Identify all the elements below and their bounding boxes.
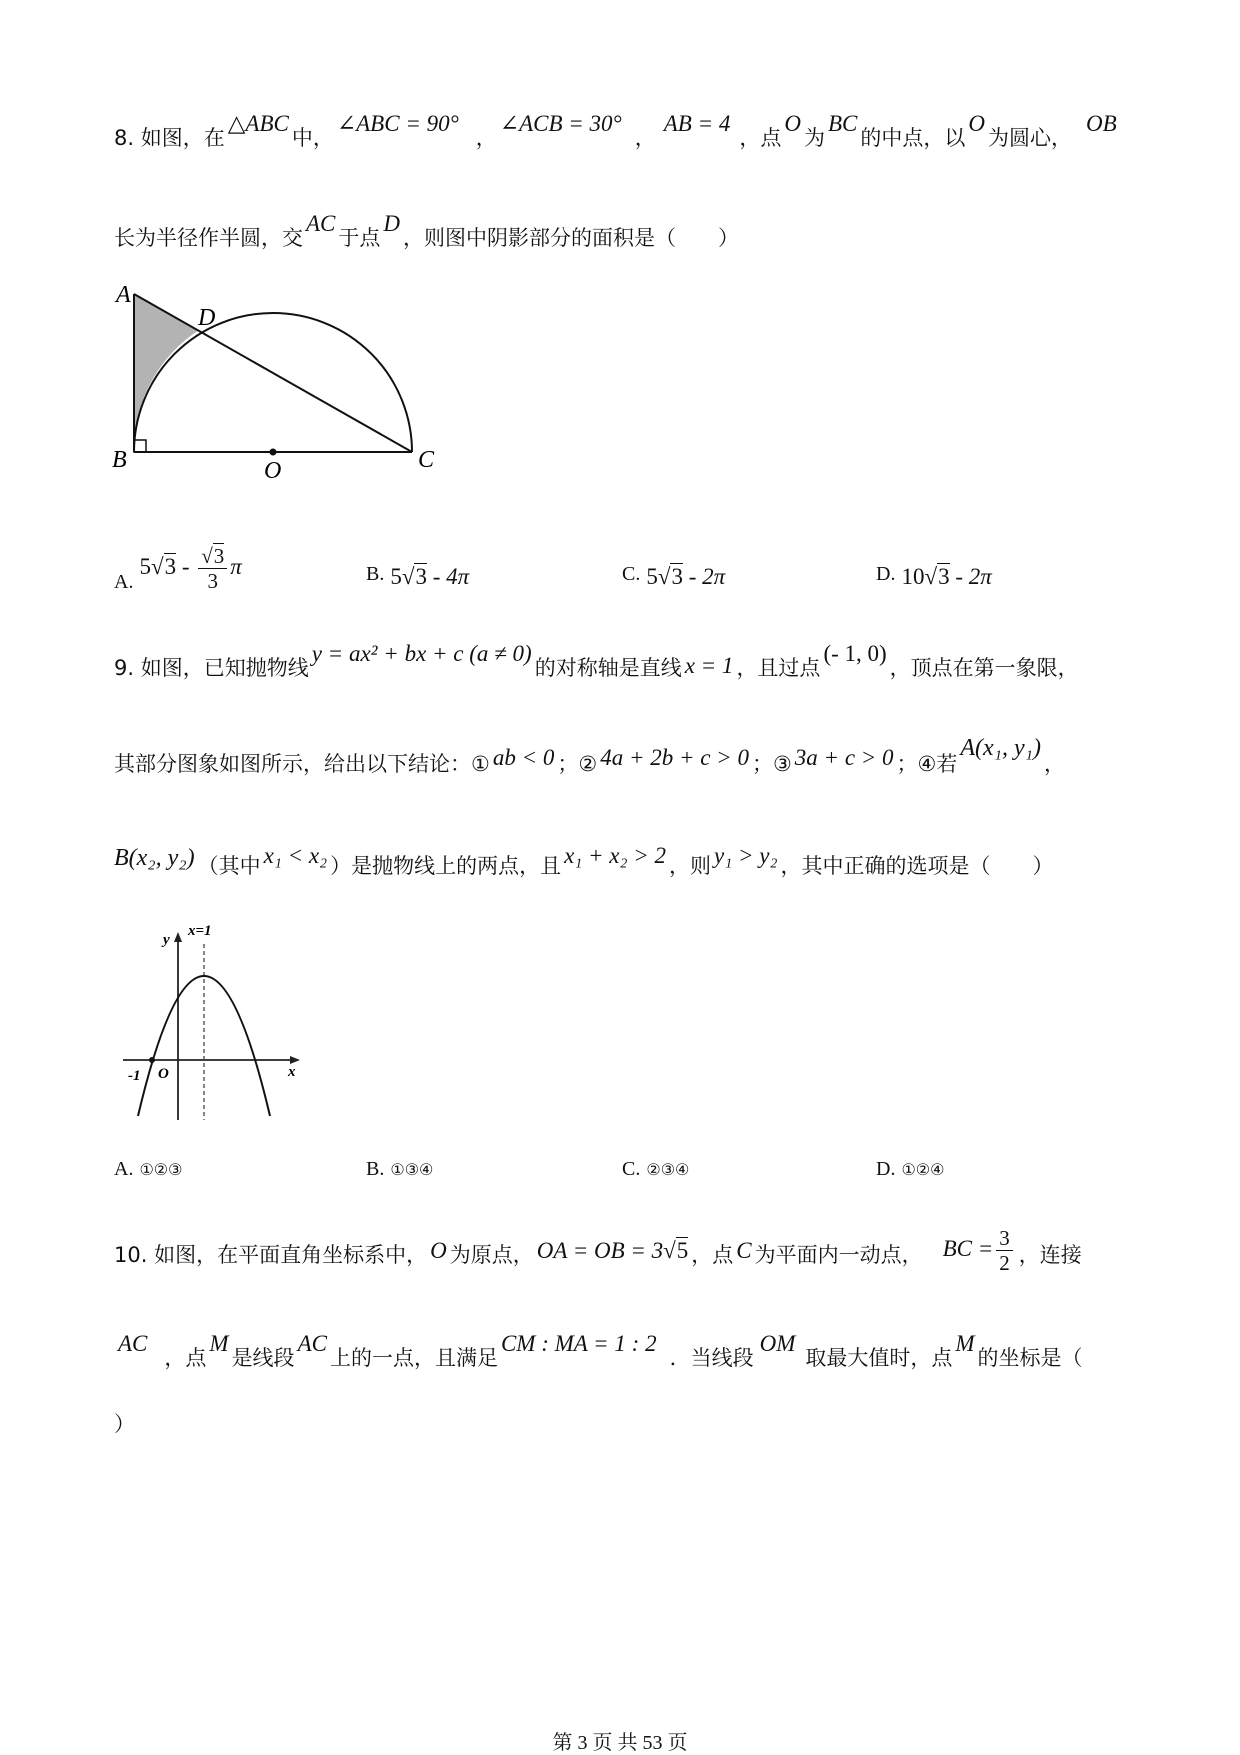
q8-line-1 <box>114 111 1120 150</box>
option-c-math: 5√3 - 2π <box>646 564 726 589</box>
q9-option-b[interactable] <box>366 1158 433 1181</box>
denominator: 2 <box>999 1251 1010 1276</box>
q8-text: 的中点，以 <box>860 126 966 150</box>
q10-text: ，连接 <box>1018 1242 1082 1267</box>
q10-text: ．当线段 <box>669 1346 754 1370</box>
q9-text: ，顶点在第一象限， <box>889 656 1079 680</box>
q9-text: ）是抛物线上的两点，且 <box>330 854 562 878</box>
numerator: 3 <box>996 1226 1013 1251</box>
q10-line-1 <box>114 1226 1082 1281</box>
q8-text: ，则图中阴影部分的面积是（ ） <box>403 226 740 250</box>
q9-line-3 <box>114 843 1054 878</box>
q8-text: 8. 如图，在 <box>114 126 225 150</box>
q10-point-c: C <box>736 1237 752 1263</box>
option-label: A. <box>114 570 134 593</box>
q8-label-o: O <box>264 458 282 484</box>
q8-point-o: O <box>784 111 801 136</box>
radicand: 3 <box>415 564 427 589</box>
q10-point-o: O <box>430 1237 447 1263</box>
q9-text: （其中 <box>197 854 261 878</box>
q9-figure <box>118 922 308 1122</box>
q10-text: 10. 如图，在平面直角坐标系中， <box>114 1242 428 1267</box>
option-label: D. <box>876 1158 896 1180</box>
q8-text: 中， <box>291 126 334 150</box>
q8-text: 为 <box>803 126 825 150</box>
option-label: B. <box>366 563 385 585</box>
q9-point-b: B(x₂, y₂) <box>114 845 195 871</box>
q10-oa-ob: OA = OB = 3√5 <box>536 1237 689 1263</box>
q10-segment-ac: AC <box>297 1331 327 1356</box>
tail: - 2π <box>682 564 726 589</box>
q10-oa-text: OA = OB = 3 <box>536 1237 664 1263</box>
q8-line-2 <box>114 211 740 250</box>
q10-line-2 <box>114 1331 1083 1370</box>
option-b-math: 5√3 - 4π <box>390 564 470 589</box>
q10-text: 为平面内一动点， <box>754 1242 923 1267</box>
q9-label-neg1: -1 <box>128 1068 141 1084</box>
option-text: ①②④ <box>901 1162 945 1179</box>
q9-text: ，则 <box>669 854 712 878</box>
tail: - 2π <box>949 564 992 589</box>
radicand: 5 <box>676 1237 689 1263</box>
q8-angle-abc: ∠ABC = 90° <box>336 111 459 136</box>
option-text: ②③④ <box>646 1162 690 1179</box>
coef: 5 <box>646 564 658 589</box>
fraction <box>996 1226 1013 1275</box>
q8-text: ， <box>475 126 497 150</box>
page-footer: 第 3 页 共 53 页 <box>552 1732 688 1754</box>
pi: π <box>230 553 242 579</box>
q10-text: ） <box>114 1412 135 1436</box>
q10-segment-ac: AC <box>118 1331 148 1356</box>
q8-label-c: C <box>418 447 435 473</box>
option-text: ①③④ <box>390 1162 434 1179</box>
q9-label-x: x <box>288 1064 296 1080</box>
q9-option-d[interactable] <box>876 1158 944 1181</box>
q8-figure <box>108 280 448 490</box>
q9-x-arrow <box>290 1056 300 1064</box>
q9-y-arrow <box>174 932 182 942</box>
radicand: 3 <box>164 553 177 579</box>
q9-text: 9. 如图，已知抛物线 <box>114 656 309 680</box>
q10-bc-text: BC = <box>942 1235 994 1261</box>
q8-label-d: D <box>198 305 216 331</box>
q10-text: 是线段 <box>231 1346 295 1370</box>
q8-point-o: O <box>968 111 985 136</box>
q10-bc <box>942 1226 1016 1276</box>
q9-point: (- 1, 0) <box>823 641 887 666</box>
q9-line-2 <box>114 735 1066 776</box>
q8-text: 长为半径作半圆，交 <box>114 226 303 250</box>
q9-point-neg1 <box>149 1057 155 1063</box>
q8-option-d[interactable] <box>876 560 992 589</box>
q10-ratio: CM : MA = 1 : 2 <box>500 1331 657 1356</box>
q8-shaded-region <box>134 294 199 446</box>
q9-text: ， <box>1044 752 1066 776</box>
option-label: D. <box>876 563 896 585</box>
option-label: C. <box>622 563 641 585</box>
q8-text: 于点 <box>338 226 381 250</box>
q8-segment-ac: AC <box>306 211 336 236</box>
q8-point-d: D <box>383 211 401 236</box>
q8-option-b[interactable] <box>366 560 470 589</box>
option-text: ①②③ <box>139 1162 183 1179</box>
q9-text: ；② <box>557 752 598 776</box>
q9-conclusion-3: 3a + c > 0 <box>794 745 894 770</box>
q10-point-m: M <box>209 1331 229 1356</box>
q10-text: 取最大值时，点 <box>805 1346 953 1370</box>
coef: 5 <box>139 553 151 579</box>
q8-text: 为圆心， <box>988 126 1072 150</box>
q8-segment-ac-line <box>134 294 412 452</box>
q10-point-m: M <box>955 1331 975 1356</box>
q10-text: ，点 <box>691 1242 734 1267</box>
q9-axis-eq: x = 1 <box>684 653 734 678</box>
q9-equation: y = ax² + bx + c (a ≠ 0) <box>311 641 532 666</box>
q9-condition-3: y₁ > y₂ <box>714 843 778 868</box>
q10-text: 的坐标是（ <box>977 1346 1083 1370</box>
q10-segment-om: OM <box>759 1331 796 1356</box>
coef: 5 <box>390 564 402 589</box>
q8-center-dot <box>270 449 277 456</box>
q8-label-b: B <box>112 447 127 473</box>
option-label: C. <box>622 1158 641 1180</box>
coef: 10 <box>901 564 925 589</box>
radicand: 3 <box>938 564 950 589</box>
q10-text: 为原点， <box>449 1242 534 1267</box>
q9-option-c[interactable] <box>622 1158 689 1181</box>
q8-segment-ob: OB <box>1086 111 1117 136</box>
q8-ab-length: AB = 4 <box>663 111 731 136</box>
q9-condition-2: x₁ + x₂ > 2 <box>564 843 667 868</box>
q10-text: 上的一点，且满足 <box>329 1346 498 1370</box>
minus: - <box>176 553 196 579</box>
q8-label-a: A <box>116 282 131 308</box>
q8-text: ， <box>634 126 656 150</box>
q9-point-a: A(x₁, y₁) <box>960 735 1042 761</box>
q8-triangle: △ABC <box>227 111 289 136</box>
q9-conclusion-2: 4a + 2b + c > 0 <box>600 745 749 770</box>
q8-angle-acb: ∠ACB = 30° <box>499 111 622 136</box>
q9-line-1 <box>114 641 1079 680</box>
option-label: A. <box>114 1158 134 1180</box>
option-d-math: 10√3 - 2π <box>901 564 992 589</box>
q10-line-3 <box>114 1414 135 1435</box>
q9-condition-1: x₁ < x₂ <box>263 843 328 868</box>
q8-segment-bc: BC <box>827 111 858 136</box>
q9-text: ；③ <box>751 752 792 776</box>
fraction: $\frac{√3}{3}$ <box>198 544 227 593</box>
q8-right-angle-mark <box>134 440 146 452</box>
tail: - 4π <box>426 564 470 589</box>
option-label: B. <box>366 1158 385 1180</box>
option-a-math: 5√3 - $\frac{√3}{3}$ π <box>139 544 242 594</box>
q9-text: ；④若 <box>896 752 958 776</box>
q10-text: ，点 <box>164 1346 207 1370</box>
radicand: 3 <box>671 564 683 589</box>
q8-option-a[interactable] <box>114 544 242 607</box>
q9-label-axis: x=1 <box>188 923 212 939</box>
q9-label-y: y <box>163 932 170 948</box>
q9-text: ，其中正确的选项是（ ） <box>780 854 1054 878</box>
q8-option-c[interactable] <box>622 560 726 589</box>
q9-text: 的对称轴是直线 <box>534 656 682 680</box>
radicand: 3 <box>213 544 225 568</box>
q8-text: ，点 <box>739 126 782 150</box>
q9-conclusion-1: ab < 0 <box>492 745 555 770</box>
denominator: 3 <box>207 569 219 594</box>
q9-label-o: O <box>158 1066 169 1082</box>
q9-option-a[interactable] <box>114 1158 182 1181</box>
q9-text: 其部分图象如图所示，给出以下结论：① <box>114 752 490 776</box>
q9-text: ，且过点 <box>736 656 821 680</box>
